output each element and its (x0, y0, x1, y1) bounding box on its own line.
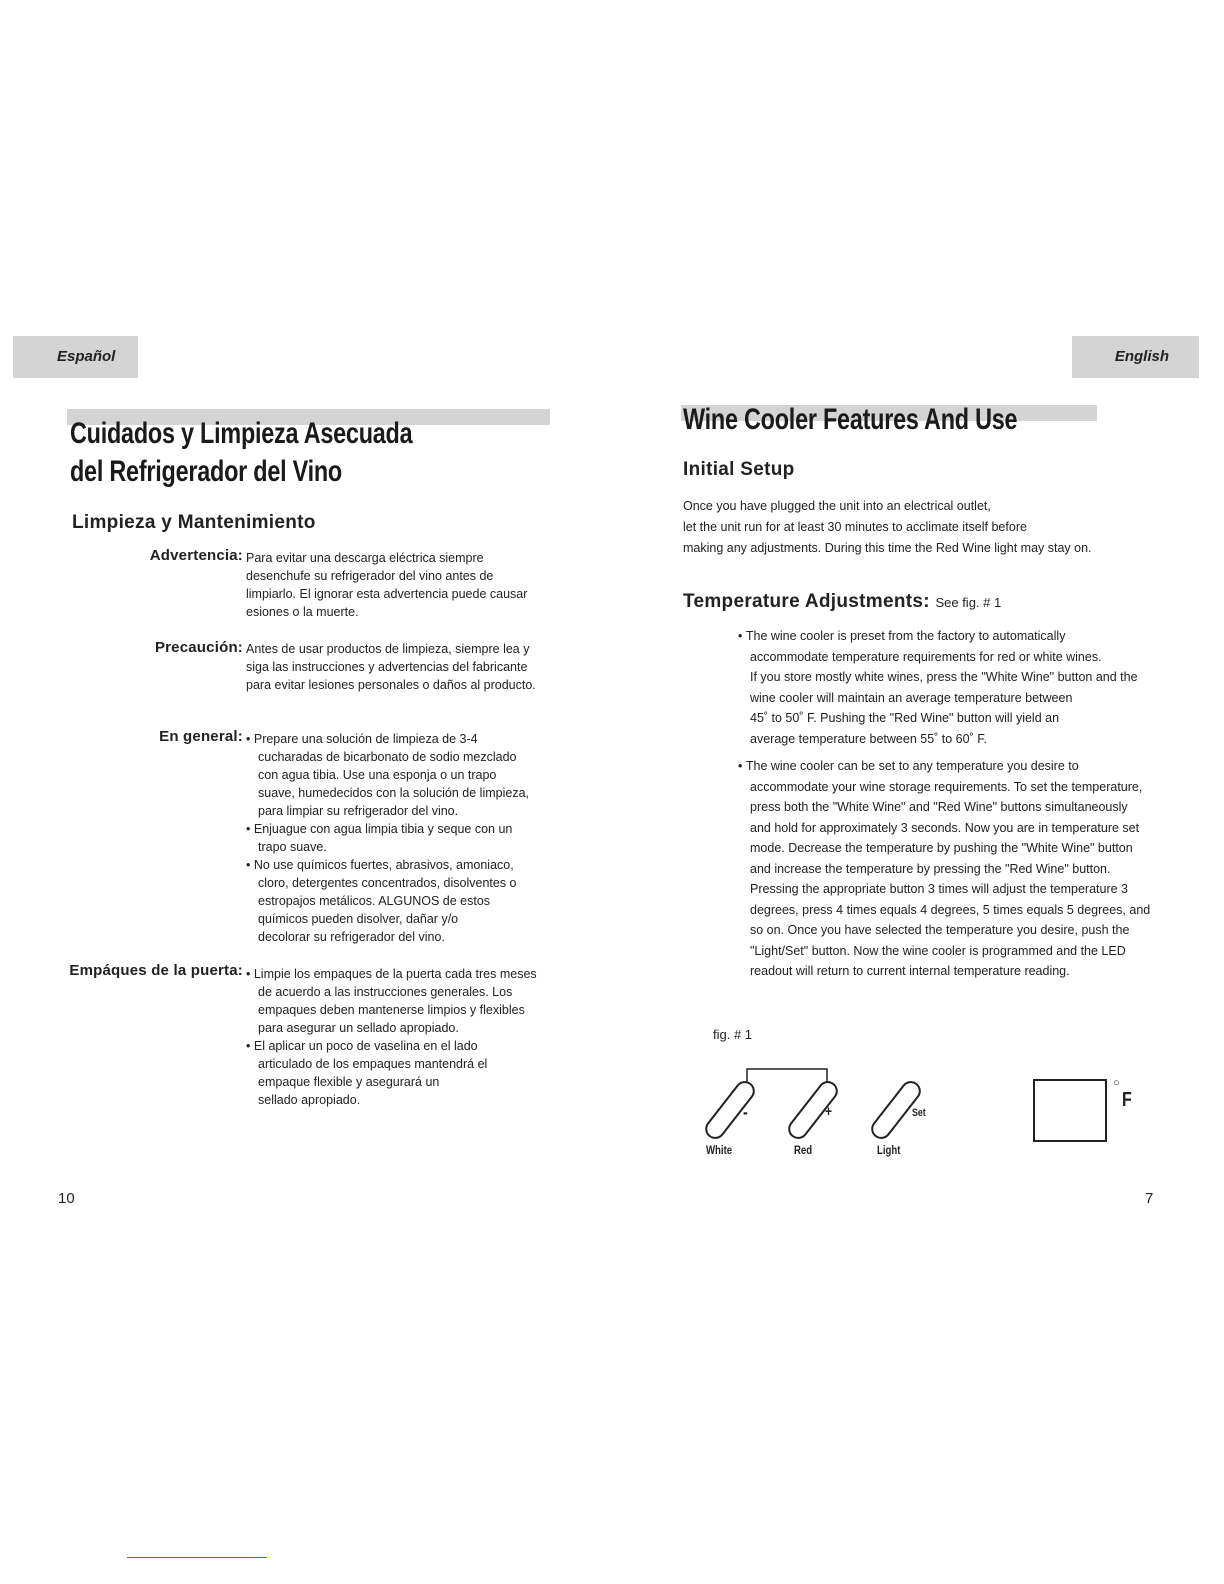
page-number-left: 10 (58, 1190, 75, 1207)
bracket-line (747, 1069, 827, 1090)
white-button-label: White (706, 1143, 733, 1157)
decrease-symbol: - (743, 1102, 748, 1122)
set-symbol: Set (912, 1107, 926, 1119)
bullet: • Prepare una solución de limpieza de 3-4 (246, 732, 478, 746)
page-title-line-1: Cuidados y Limpieza Asecuada (70, 417, 413, 450)
white-button-icon (703, 1078, 758, 1141)
label-precaucion: Precaución: (154, 639, 243, 656)
degree-symbol: ○ (1113, 1077, 1120, 1089)
page-number-right: 7 (1145, 1190, 1154, 1207)
fahrenheit-unit: F (1122, 1089, 1132, 1111)
temperature-bullet-2: • The wine cooler can be set to any temperature you desire to accommodate your wine storage requirements. To set the temperature, press both the "White Wine" and "Red Wine" buttons simultaneously and hold for approximately 3 seconds. Now you are in temperature set mode. Decrease the temperature by pushing the "White Wine" button and increase the temperature by pressing the "Red Wine" button. Pressing the appropriate button 3 times will adjust the temperature 3 degrees, press 4 times equals 4 degrees, 5 times equals 5 degrees, and so on. Once you have selected the temperature you desire, push the "Light/Set" button. Now the wine cooler is programmed and the LED readout will return to current internal temperature reading. (738, 759, 1151, 978)
figure-caption: fig. # 1 (713, 1027, 753, 1042)
language-tab-spanish: Español (13, 336, 138, 378)
led-display (1033, 1079, 1107, 1142)
page-title-english: Wine Cooler Features And Use (683, 403, 1018, 436)
empaques-text: • Limpie los empaques de la puerta cada tres meses de acuerdo a las instrucciones generales. Los empaques deben mantenerse limpios y flexibles para asegurar un sellado apropiado. • El aplicar un poco de vaselina en el lado articulado de los empaques mantendrá el empaque flexible y asegurará un sellado apropiado. (246, 967, 537, 1107)
section-heading-limpieza: Limpieza y Mantenimiento (72, 512, 316, 533)
red-button-label: Red (794, 1143, 813, 1157)
label-advertencia: Advertencia: (149, 547, 243, 564)
precaucion-text: Antes de usar productos de limpieza, siempre lea y siga las instrucciones y advertencias del fabricante para evitar lesiones personales o daños al producto. (246, 642, 536, 692)
advertencia-text: Para evitar una descarga eléctrica siempre desenchufe su refrigerador del vino antes de limpiarlo. El ignorar esta advertencia puede causar esiones o la muerte. (246, 551, 528, 619)
divider-line (127, 1557, 267, 1558)
label-empaques: Empáques de la puerta: (69, 962, 243, 979)
temperature-bullet-1: • The wine cooler is preset from the factory to automatically accommodate temperature requirements for red or white wines. If you store mostly white wines, press the "White Wine" button and the wine cooler will maintain an average temperature between 45˚ to 50˚ F. Pushing the "Red Wine" button will yield an average temperature between 55˚ to 60˚ F. (738, 629, 1138, 746)
section-heading-initial-setup: Initial Setup (683, 459, 795, 480)
en-general-text: • Prepare una solución de limpieza de 3-4 cucharadas de bicarbonato de sodio mezclado con agua tibia. Use una esponja o un trapo suave, humedecidos con la solución de limpieza, para limpiar su refrigerador del vino. • Enjuague con agua limpia tibia y seque con un trapo suave. • No use químicos fuertes, abrasivos, amoniaco, cloro, detergentes concentrados, disolventes o estropajos metálicos. ALGUNOS de estos químicos pueden disolver, dañar y/o decolorar su refrigerador del vino. (246, 732, 529, 944)
see-fig-reference: See fig. # 1 (935, 595, 1002, 610)
increase-symbol: + (825, 1103, 833, 1120)
language-tab-english: English (1072, 336, 1199, 378)
label-en-general: En general: (159, 728, 243, 745)
initial-setup-text: Once you have plugged the unit into an electrical outlet, let the unit run for at least 30 minutes to acclimate itself before making any adjustments. During this time the Red Wine light may stay on. (683, 499, 1092, 555)
section-heading-temperature: Temperature Adjustments: See fig. # 1 (683, 591, 1002, 612)
page-title-line-2: del Refrigerador del Vino (70, 455, 342, 488)
light-button-label: Light (877, 1143, 901, 1157)
